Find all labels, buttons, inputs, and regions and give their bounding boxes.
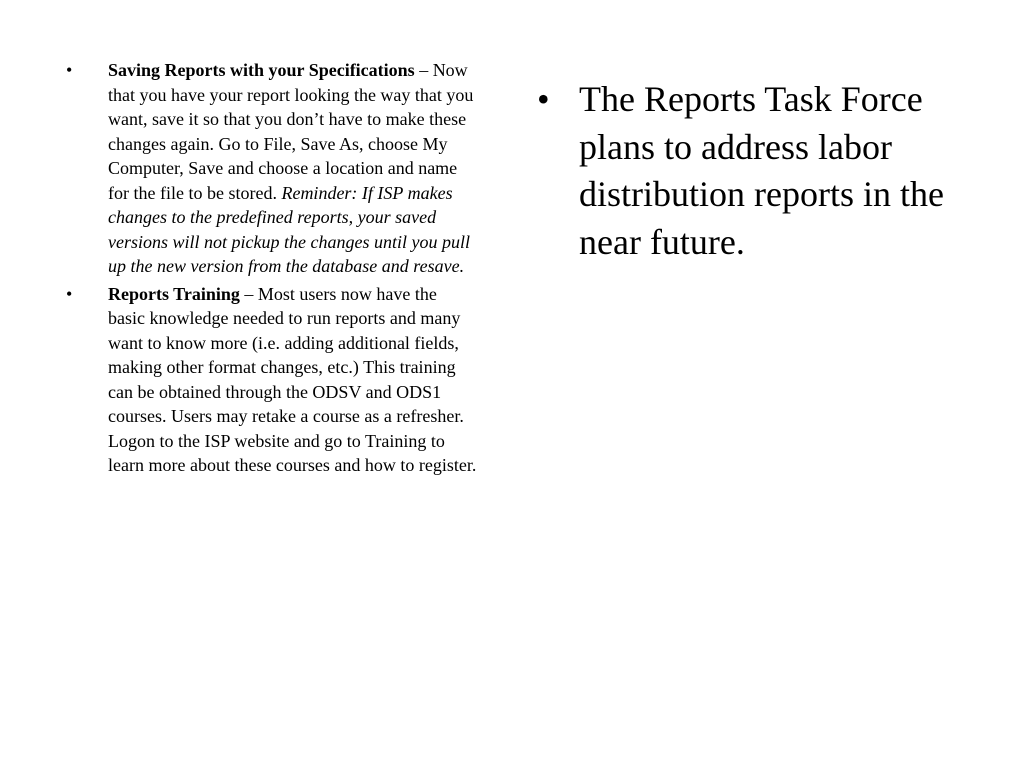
item-body: – Now that you have your report looking the way that you want, save it so that you don’t have to make these changes again. Go to File, Save As, choose My Computer, Save and choose a location and name for the file to be stored. <box>108 60 474 203</box>
left-text-column <box>66 58 478 481</box>
item-heading: Saving Reports with your Specifications <box>108 60 415 80</box>
bullet-item-task-force <box>537 76 957 266</box>
item-reminder-note: Reminder: If ISP makes changes to the predefined reports, your saved versions will not pickup the changes until you pull up the new version from the database and resave. <box>108 182 470 276</box>
bullet-icon: • <box>66 60 73 80</box>
item-body: – Most users now have the basic knowledge needed to run reports and many want to know more (i.e. adding additional fields, making other format changes, etc.) This training can be obtained through the ODSV and ODS1 courses. Users may retake a course as a refresher. Logon to the ISP website and go to Training to learn more about these courses and how to register. <box>108 283 477 475</box>
bullet-icon: • <box>537 79 550 119</box>
right-text-column <box>537 76 957 266</box>
item-heading: Reports Training <box>108 283 240 304</box>
bullet-item-reports-training <box>66 282 478 478</box>
bullet-icon: • <box>66 283 73 304</box>
bullet-item-saving-reports <box>66 58 478 279</box>
item-text: The Reports Task Force plans to address labor distribution reports in the near future. <box>579 79 944 262</box>
